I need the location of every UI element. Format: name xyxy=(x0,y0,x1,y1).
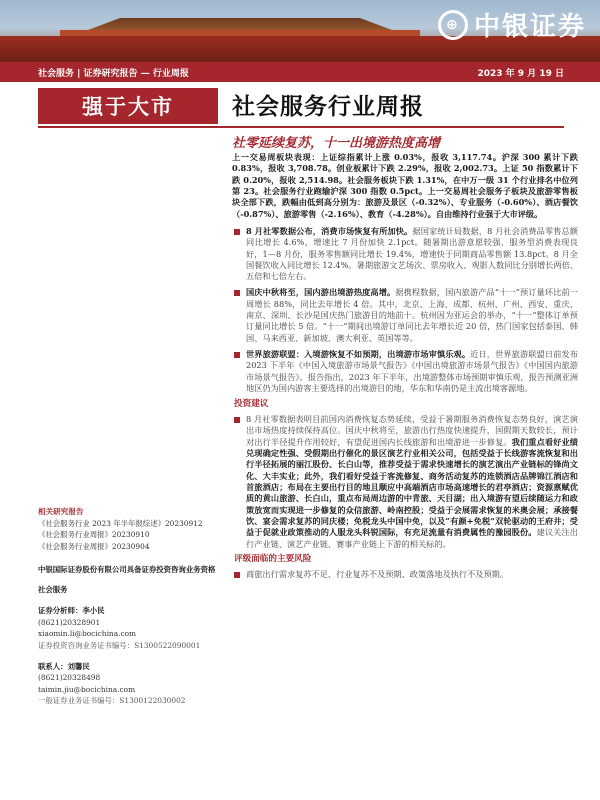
key-point-text: 近日，世界旅游联盟日前发布 2023 下半年《中国入境旅游市场景气报告》《中国出境旅游市场景气报告》《中国国内旅游市场景气报告》。报告指出，2023 年下半年，出境游整体市场预期审慎乐观，报告预测亚洲地区仍为国内游客主要选择的出境游目的地，华东和华南仍是主流出境客源地。 xyxy=(246,349,578,393)
company-qualification: 中银国际证券股份有限公司具备证券投资咨询业务资格 xyxy=(38,565,216,575)
analyst-line xyxy=(38,605,220,616)
risk-heading: 评级面临的主要风险 xyxy=(234,553,312,564)
analyst-email[interactable]: xiaomin.li@bocichina.com xyxy=(38,629,137,639)
bullet-square-icon xyxy=(234,290,240,296)
report-date: 2023 年 9 月 19 日 xyxy=(477,68,564,79)
title-divider xyxy=(38,126,564,128)
contact-email[interactable]: taimin.jiu@bocichina.com xyxy=(38,684,136,694)
report-category: 社会服务 | 证券研究报告 — 行业周报 xyxy=(38,68,189,79)
bullet-square-icon xyxy=(234,572,240,578)
boc-logo-icon: ⊕ xyxy=(438,10,468,40)
market-summary: 上一交易周板块表现：上证综指累计上涨 0.03%，报收 3,117.74。沪深 300 累计下跌 0.83%，报收 3,708.78。创业板累计下跌 2.29%，报收 2,002.73。上证 50 指数累计下跌 0.20%，报收 2,514.98。社会服务板块下跌 1.31%，在中万一级 31 个行业排名中位列第 23。社会服务行业跑输沪深 300 指数 0.5pct。上一交易周社会服务子板块及旅游零售板块全部下跌，跌幅由低到高分别为：旅游及景区（-0.32%）、专业服务（-0.60%）、酒店餐饮（-0.87%）、旅游零售（-2.16%）、教育（-4.28%）。自由维持行业强于大市评级。 xyxy=(232,152,578,219)
analyst-cert: 证券投资咨询业务证书编号：S1300522090001 xyxy=(38,640,201,650)
contact-cert: 一般证券业务证书编号：S1300122030002 xyxy=(38,696,186,706)
key-points xyxy=(232,226,578,394)
brand-logo xyxy=(438,6,586,43)
key-point-text: 据国家统计局数据，8 月社会消费品零售总额同比增长 4.6%，增速比 7 月份加快 2.1pct。随暑期出游意愿较强，服务型消费表现良好，1—8 月份，服务零售额同比增长 19.4%，增速快于同期商品零售额 13.8pct。8 月全国餐饮收入同比增长 12.4%。暑期旅游文艺场次、票房收入、观影人数同比分别增长两倍、五倍和七倍左右。 xyxy=(246,225,578,282)
header-banner xyxy=(0,0,600,62)
advice-text-2: 建议关注出行产业链、演艺产业链、赛事产业链上下游的相关标的。 xyxy=(246,527,578,549)
key-point xyxy=(232,226,578,283)
page-title: 社会服务行业周报 xyxy=(232,94,424,120)
analyst-name: 李小民 xyxy=(82,606,105,616)
related-report-link[interactable]: 《社会服务行业 2023 年半年报综述》20230912 xyxy=(38,518,203,528)
advice-heading: 投资建议 xyxy=(234,399,269,410)
contact-name: 刘馨民 xyxy=(67,661,90,671)
risk-paragraph xyxy=(232,569,578,580)
advice-highlight: 我们重点看好业绩兑现确定性强、受假期出行催化的景区演艺行业相关公司，包括受益于长线游客流恢复和出行半径拓展的丽江股份、长白山等，推荐受益于需求快速增长的演艺演出产业链标的锋尚文化、大丰实业；此外，我们看好受益于客流修复、商务活动复苏的连锁酒店品牌锦江酒店和首旅酒店；布局在主要出行目的地且顺应中高端酒店市场高速增长的君亭酒店；资源禀赋优质的黄山旅游、长白山，重点布局周边游的中青旅、天目湖；出入境游有望后续随运力和政策放宽而实现进一步修复的众信旅游、岭南控股；受益于会展需求恢复的米奥会展；承接餐饮、宴会需求复苏的同庆楼；免税龙头中国中免，以及“有颜+免税”双轮驱动的王府井；受益于促就业政策推动的人服龙头科锐国际，有充足流量有消费属性的豫园股份。 xyxy=(246,436,578,538)
page-subtitle: 社零延续复苏，十一出境游热度高增 xyxy=(232,136,441,151)
key-point-lead: 8 月社零数据公布，消费市场恢复有所加快。 xyxy=(246,225,413,236)
bullet-square-icon xyxy=(234,352,240,358)
contact-label: 联系人： xyxy=(38,661,68,671)
related-reports-heading: 相关研究报告 xyxy=(38,507,84,516)
bullet-square-icon xyxy=(234,229,240,235)
key-point-lead: 世界旅游联盟：入境游恢复不如预期，出境游市场审慎乐观。 xyxy=(246,349,471,359)
meta-bar xyxy=(0,62,600,82)
key-point xyxy=(232,287,578,344)
key-point xyxy=(232,349,578,394)
risk-text: 商旅出行需求复苏不足、行业复苏不及预期、政策落地及执行不及预期。 xyxy=(246,568,509,579)
contact-line xyxy=(38,661,220,672)
analyst-label: 证券分析师： xyxy=(38,606,83,616)
contact-phone: (8621)20328498 xyxy=(38,673,101,683)
main-column xyxy=(232,152,578,580)
key-point-text: 据携程数据，国内旅游产品“十一”预订量环比前一周增长 88%，同比去年增长 4 倍。其中，北京、上海、成都、杭州、广州、西安、重庆、南京、深圳、长沙是国庆热门旅游目的地前十。杭州因为亚运会的举办，“十一”整体订单预订量同比增长 5 倍。“十一”期间出境游订单同比去年增长近 20 倍，热门国家包括泰国、韩国、马来西亚、新加坡、澳大利亚、英国等等。 xyxy=(246,287,578,343)
advice-paragraph xyxy=(232,414,578,550)
bullet-square-icon xyxy=(234,417,240,423)
analyst-phone: (8621)20328901 xyxy=(38,617,101,627)
related-report-link[interactable]: 《社会服务行业周报》20230910 xyxy=(38,530,150,540)
key-point-lead: 国庆中秋将至，国内游出境游热度高增。 xyxy=(246,287,396,298)
side-column xyxy=(38,506,220,707)
industry-label: 社会服务 xyxy=(38,584,68,594)
related-report-link[interactable]: 《社会服务行业周报》20230904 xyxy=(38,541,150,551)
rating-badge: 强于大市 xyxy=(38,88,218,124)
advice-text-1: 8 月社零数据表明目前国内消费恢复态势延续，受益于暑期服务消费恢复态势良好，演艺演出市场热度持续保持高位。国庆中秋将至，旅游出行热度快速提升，国假期天数较长，预计对出行半径提升作用较好，有望促进国内长线旅游和出境游进一步修复。 xyxy=(246,414,578,447)
brand-logo-text: 中银证券 xyxy=(473,12,586,42)
